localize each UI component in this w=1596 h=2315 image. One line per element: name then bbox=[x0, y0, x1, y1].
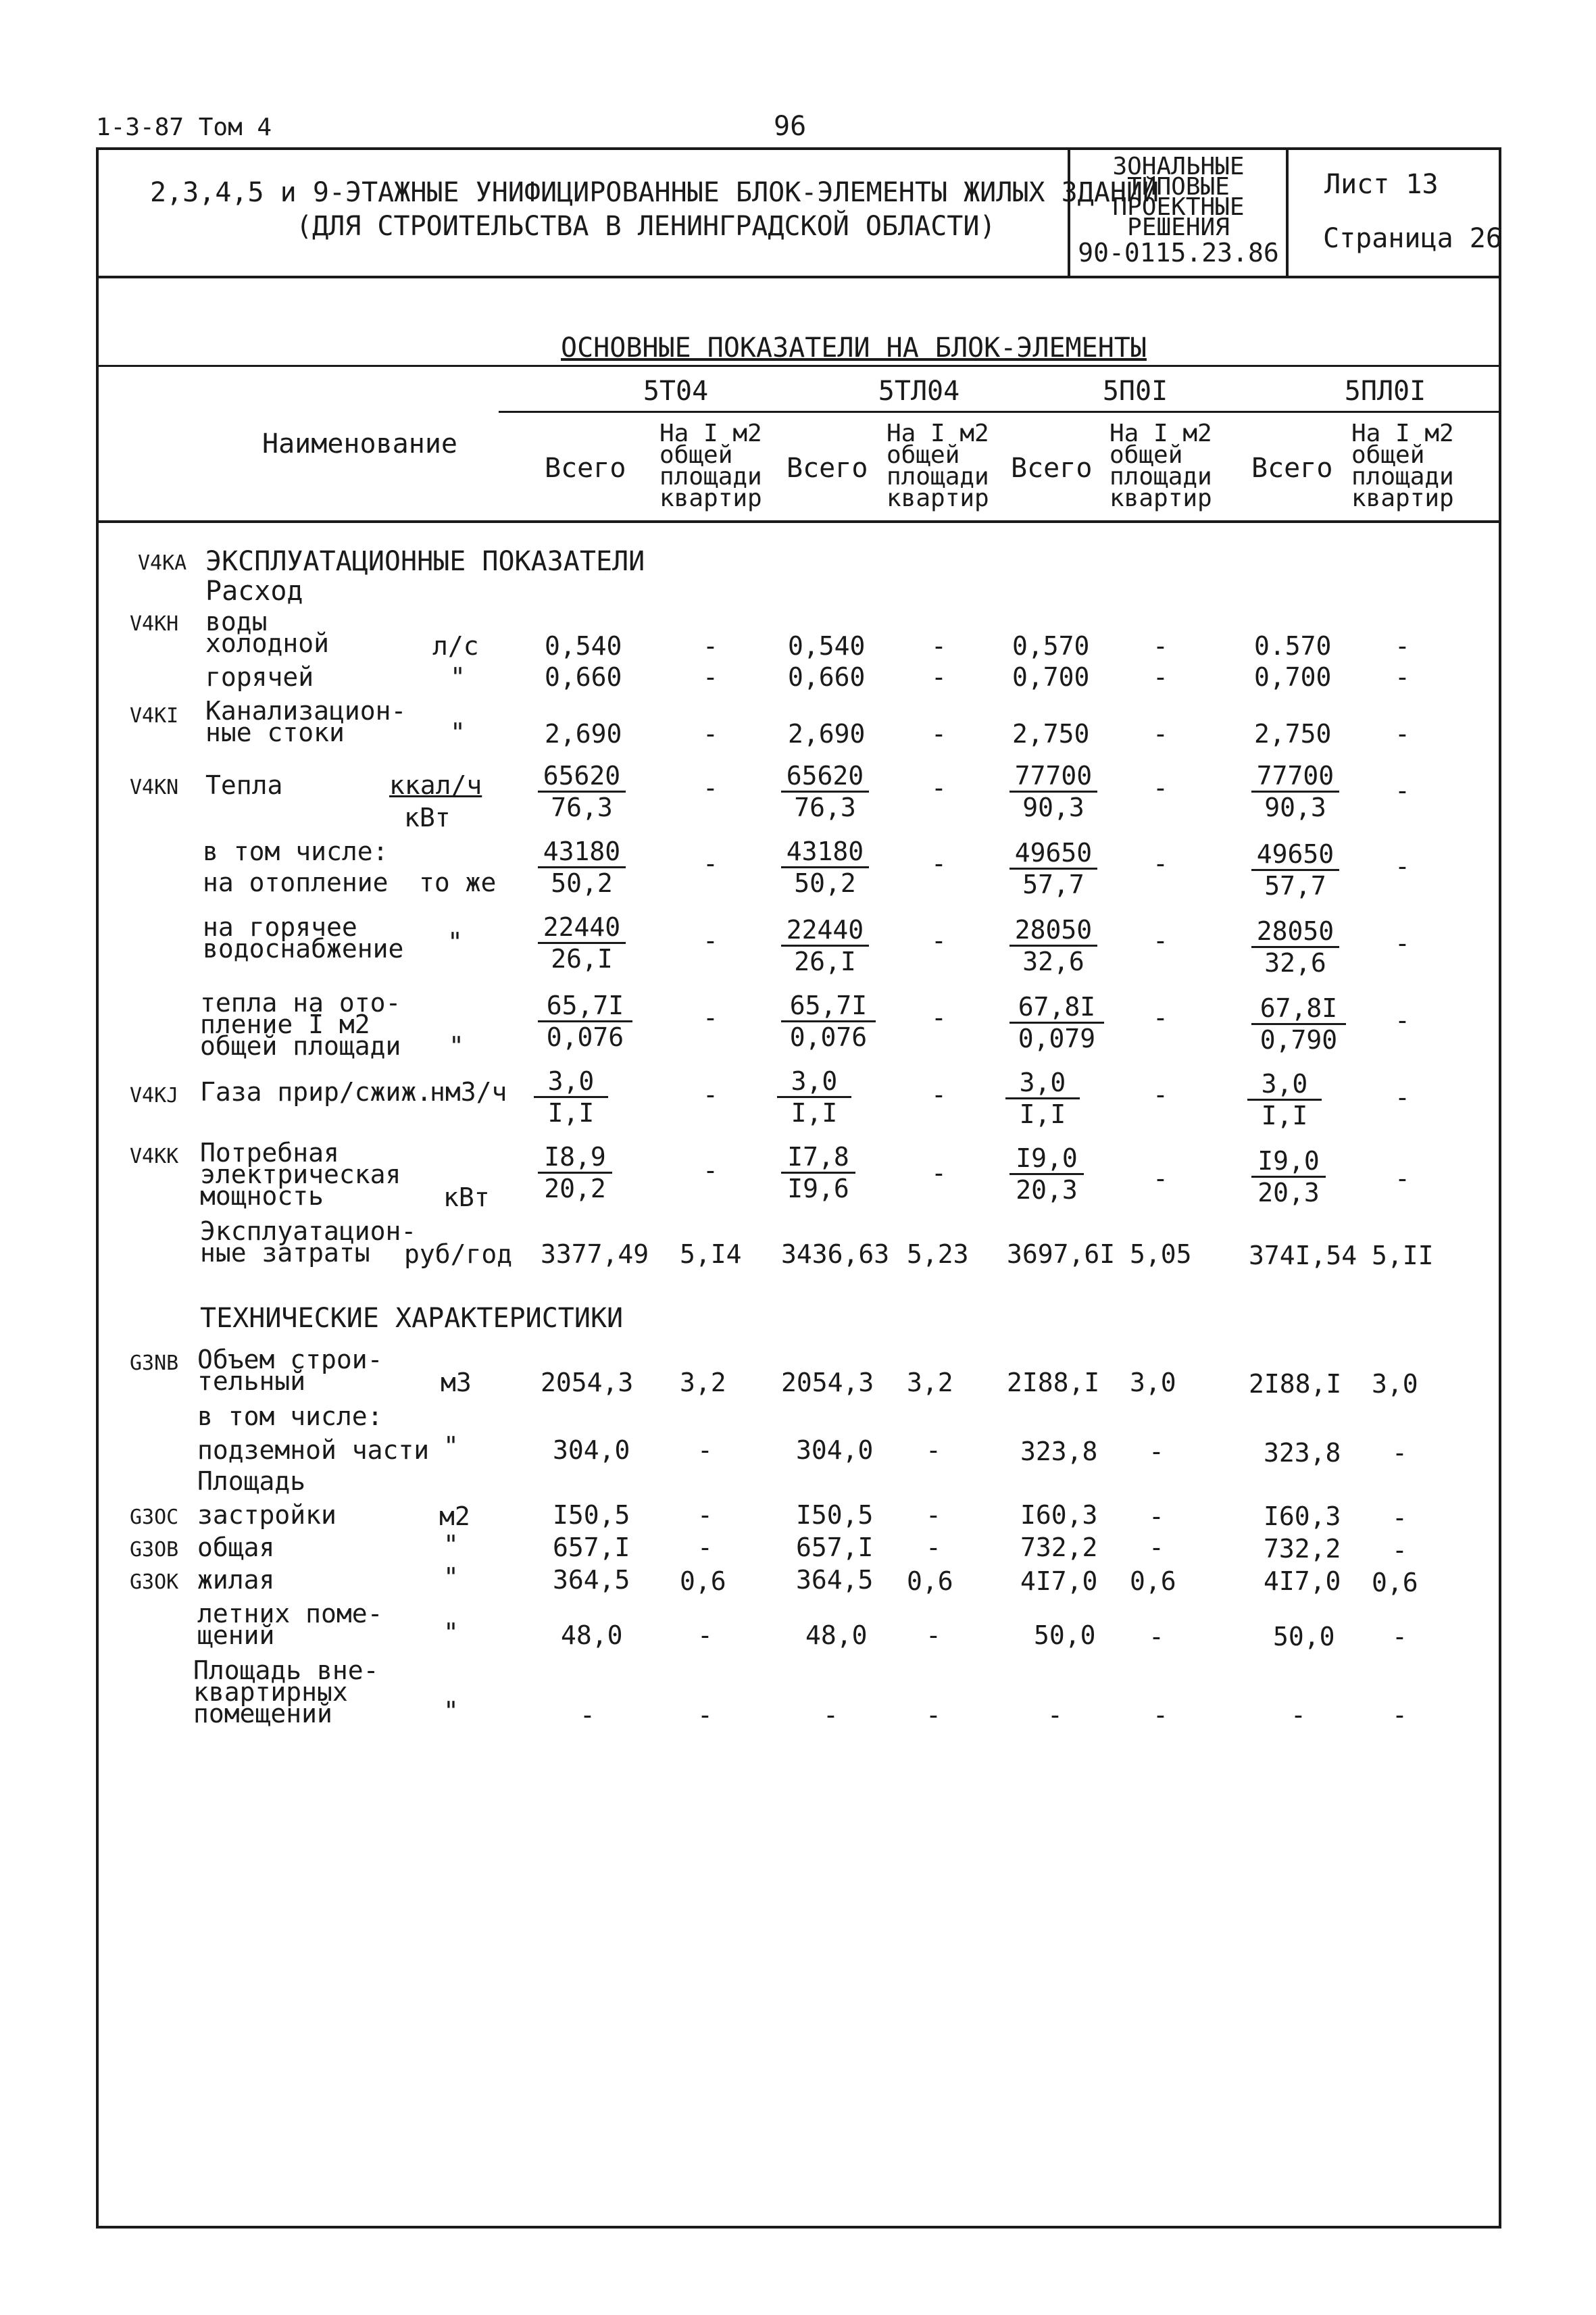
power-fraction-1: $\frac{I8,9}{20,2}$ bbox=[538, 1142, 612, 1203]
value-cell: - bbox=[1153, 719, 1168, 749]
dash-cell: - bbox=[1395, 1005, 1410, 1035]
row-living-label: жилая bbox=[197, 1565, 275, 1595]
project-type-line3: ПРОЕКТНЫЕ bbox=[1112, 193, 1245, 221]
value-cell: - bbox=[926, 1500, 941, 1530]
dash-cell: - bbox=[1153, 1003, 1168, 1032]
dash-cell: - bbox=[931, 849, 947, 878]
value-cell: - bbox=[1395, 662, 1410, 692]
heatm2-fraction-4: $\frac{67,8I}{0,790}$ bbox=[1251, 993, 1346, 1055]
header-top-line bbox=[96, 365, 1501, 367]
row-volume-label2: тельный bbox=[197, 1366, 306, 1396]
row-power-unit: кВт bbox=[443, 1183, 490, 1212]
dash-cell: - bbox=[703, 926, 718, 955]
code-v4kk: V4KK bbox=[130, 1145, 179, 1168]
dash-cell: - bbox=[1153, 773, 1168, 803]
value-cell: 50,0 bbox=[1273, 1622, 1335, 1651]
value-cell: 2,690 bbox=[788, 719, 866, 749]
row-hotwater-unit: " bbox=[447, 927, 463, 957]
value-cell: 364,5 bbox=[553, 1565, 630, 1595]
page-number: 96 bbox=[774, 111, 807, 142]
row-underground-unit: " bbox=[443, 1431, 459, 1461]
row-living-unit: " bbox=[443, 1562, 459, 1592]
per-m2-header-2: На I м2 общей площади квартир bbox=[887, 420, 989, 512]
value-cell: 0,660 bbox=[788, 662, 866, 692]
project-type-line1: ЗОНАЛЬНЫЕ bbox=[1112, 153, 1245, 180]
dash-cell: - bbox=[1153, 1080, 1168, 1110]
total-header-2: Всего bbox=[787, 453, 868, 484]
row-power-label1: Потребная bbox=[200, 1138, 339, 1168]
dash-cell: - bbox=[1395, 1164, 1410, 1193]
dash-cell: - bbox=[931, 1003, 947, 1032]
dash-cell: - bbox=[703, 1003, 718, 1032]
row-gas-label: Газа прир/сжиж. bbox=[200, 1077, 432, 1107]
value-cell: 0,6 bbox=[907, 1566, 953, 1596]
dash-cell: - bbox=[1395, 776, 1410, 805]
value-cell: - bbox=[1149, 1501, 1164, 1531]
heat-fraction-2: $\frac{65620}{76,3}$ bbox=[781, 761, 869, 822]
value-cell: 304,0 bbox=[796, 1435, 874, 1465]
value-cell: I60,3 bbox=[1264, 1501, 1341, 1531]
value-cell: - bbox=[931, 719, 947, 749]
row-building-unit: м2 bbox=[439, 1501, 470, 1531]
dash-cell: - bbox=[1153, 926, 1168, 955]
value-cell: I50,5 bbox=[796, 1500, 874, 1530]
value-cell: 0,700 bbox=[1254, 662, 1332, 692]
value-cell: - bbox=[1392, 1503, 1407, 1533]
total-header-3: Всего bbox=[1011, 453, 1093, 484]
per-m2-header-1: На I м2 общей площади квартир bbox=[659, 420, 762, 512]
value-cell: - bbox=[823, 1700, 839, 1730]
heatm2-fraction-3: $\frac{67,8I}{0,079}$ bbox=[1009, 992, 1104, 1053]
row-water-label2: холодной bbox=[205, 628, 330, 658]
value-cell: 0,6 bbox=[1372, 1568, 1418, 1597]
heat-fraction-1: $\frac{65620}{76,3}$ bbox=[538, 761, 626, 822]
row-total-unit: " bbox=[443, 1530, 459, 1560]
per-m2-header-4: На I м2 общей площади квартир bbox=[1351, 420, 1454, 512]
row-heatm2-label2: пление I м2 bbox=[200, 1010, 370, 1039]
row-heat-unit2: кВт bbox=[404, 803, 451, 832]
frame-right bbox=[1499, 147, 1501, 2229]
hotwater-fraction-4: $\frac{28050}{32,6}$ bbox=[1251, 916, 1339, 978]
section-technical-title: ТЕХНИЧЕСКИЕ ХАРАКТЕРИСТИКИ bbox=[200, 1303, 624, 1334]
value-cell: 3436,63 bbox=[781, 1239, 890, 1269]
value-cell: - bbox=[926, 1700, 941, 1730]
code-g3ok: G3OK bbox=[130, 1570, 179, 1594]
value-cell: 3,0 bbox=[1372, 1369, 1418, 1399]
heat-fraction-4: $\frac{77700}{90,3}$ bbox=[1251, 761, 1339, 822]
value-cell: - bbox=[1395, 719, 1410, 749]
row-heatm2-label1: тепла на ото- bbox=[200, 988, 401, 1018]
value-cell: 0,570 bbox=[1012, 631, 1090, 661]
row-sewer-label1: Канализацион- bbox=[205, 696, 407, 726]
value-cell: - bbox=[697, 1620, 713, 1650]
value-cell: 50,0 bbox=[1034, 1620, 1096, 1650]
value-cell: - bbox=[1392, 1700, 1407, 1730]
frame-top bbox=[96, 147, 1501, 150]
value-cell: 48,0 bbox=[561, 1620, 623, 1650]
value-cell: 5,23 bbox=[907, 1239, 969, 1269]
value-cell: 657,I bbox=[553, 1533, 630, 1562]
value-cell: 2,750 bbox=[1012, 719, 1090, 749]
row-summer-label1: летних поме- bbox=[197, 1599, 383, 1628]
value-cell: 732,2 bbox=[1020, 1533, 1098, 1562]
header-bottom-line bbox=[96, 520, 1501, 523]
code-v4ka: V4KA bbox=[138, 551, 187, 575]
value-cell: 323,8 bbox=[1020, 1437, 1098, 1466]
value-cell: 364,5 bbox=[796, 1565, 874, 1595]
value-cell: - bbox=[926, 1533, 941, 1562]
value-cell: 3,2 bbox=[907, 1368, 953, 1397]
value-cell: 323,8 bbox=[1264, 1438, 1341, 1468]
gas-fraction-1: $\frac{3,0}{I,I}$ bbox=[534, 1066, 608, 1128]
frame-left bbox=[96, 147, 99, 2229]
value-cell: - bbox=[580, 1700, 595, 1730]
heat-fraction-3: $\frac{77700}{90,3}$ bbox=[1009, 761, 1097, 822]
row-hotwater-label2: водоснабжение bbox=[203, 934, 404, 964]
row-outside-label1: Площадь вне- bbox=[193, 1656, 379, 1685]
value-cell: 2,750 bbox=[1254, 719, 1332, 749]
value-cell: 0,6 bbox=[1130, 1566, 1176, 1596]
row-total-label: общая bbox=[197, 1533, 275, 1562]
value-cell: - bbox=[931, 631, 947, 661]
power-fraction-4: $\frac{I9,0}{20,3}$ bbox=[1251, 1146, 1326, 1208]
value-cell: 657,I bbox=[796, 1533, 874, 1562]
value-cell: - bbox=[697, 1700, 713, 1730]
value-cell: 0,660 bbox=[545, 662, 622, 692]
value-cell: 374I,54 bbox=[1249, 1241, 1357, 1270]
code-v4ki: V4KI bbox=[130, 704, 179, 728]
section-operational-title: ЭКСПЛУАТАЦИОННЫЕ ПОКАЗАТЕЛИ bbox=[205, 546, 645, 577]
value-cell: 5,I4 bbox=[680, 1239, 742, 1269]
value-cell: - bbox=[926, 1620, 941, 1650]
code-g3ob: G3OB bbox=[130, 1538, 179, 1562]
total-header-1: Всего bbox=[545, 453, 626, 484]
project-type-line4: РЕШЕНИЯ bbox=[1127, 214, 1230, 241]
value-cell: I60,3 bbox=[1020, 1500, 1098, 1530]
value-cell: - bbox=[1149, 1533, 1164, 1562]
row-summer-unit: " bbox=[443, 1618, 459, 1647]
row-heat-unit1: ккал/ч bbox=[389, 770, 482, 800]
row-costs-label2: ные затраты bbox=[200, 1238, 370, 1268]
value-cell: - bbox=[1392, 1622, 1407, 1651]
code-g3nb: G3NB bbox=[130, 1351, 179, 1375]
row-outside-label3: помещений bbox=[193, 1699, 332, 1728]
value-cell: - bbox=[1395, 631, 1410, 661]
value-cell: - bbox=[1153, 631, 1168, 661]
value-cell: 0,540 bbox=[788, 631, 866, 661]
power-fraction-3: $\frac{I9,0}{20,3}$ bbox=[1009, 1143, 1084, 1205]
value-cell: 48,0 bbox=[805, 1620, 868, 1650]
power-fraction-2: $\frac{I7,8}{I9,6}$ bbox=[781, 1142, 855, 1203]
value-cell: 3697,6I bbox=[1007, 1239, 1116, 1269]
heatm2-fraction-1: $\frac{65,7I}{0,076}$ bbox=[538, 991, 632, 1052]
value-cell: - bbox=[926, 1435, 941, 1465]
dash-cell: - bbox=[1395, 928, 1410, 958]
row-underground-label: подземной части bbox=[197, 1435, 430, 1465]
value-cell: 2I88,I bbox=[1007, 1368, 1100, 1397]
dash-cell: - bbox=[931, 773, 947, 803]
gas-fraction-2: $\frac{3,0}{I,I}$ bbox=[777, 1066, 851, 1128]
frame-bottom bbox=[96, 2226, 1501, 2229]
value-cell: - bbox=[931, 662, 947, 692]
value-cell: - bbox=[1392, 1438, 1407, 1468]
row-building-label: застройки bbox=[197, 1500, 336, 1530]
page-number-label: Страница 26 bbox=[1323, 223, 1502, 254]
table-caption: ОСНОВНЫЕ ПОКАЗАТЕЛИ НА БЛОК-ЭЛЕМЕНТЫ bbox=[561, 332, 1147, 364]
value-cell: 2054,3 bbox=[781, 1368, 874, 1397]
value-cell: 304,0 bbox=[553, 1435, 630, 1465]
row-power-label3: мощность bbox=[200, 1181, 324, 1211]
row-heat-label: Тепла bbox=[205, 770, 283, 800]
row-heatm2-label3: общей площади bbox=[200, 1031, 401, 1061]
value-cell: - bbox=[703, 662, 718, 692]
dash-cell: - bbox=[1153, 1164, 1168, 1193]
heating-fraction-2: $\frac{43180}{50,2}$ bbox=[781, 837, 869, 898]
value-cell: - bbox=[1153, 1700, 1168, 1730]
value-cell: - bbox=[1149, 1437, 1164, 1466]
gas-fraction-4: $\frac{3,0}{I,I}$ bbox=[1247, 1069, 1322, 1130]
value-cell: - bbox=[703, 631, 718, 661]
code-v4kn: V4KN bbox=[130, 776, 179, 799]
value-cell: 732,2 bbox=[1264, 1534, 1341, 1564]
value-cell: 3,0 bbox=[1130, 1368, 1176, 1397]
value-cell: - bbox=[697, 1435, 713, 1465]
row-gas-unit: нм3/ч bbox=[430, 1077, 507, 1107]
row-outside-unit: " bbox=[443, 1696, 459, 1726]
value-cell: - bbox=[1149, 1622, 1164, 1651]
gas-fraction-3: $\frac{3,0}{I,I}$ bbox=[1005, 1068, 1080, 1129]
dash-cell: - bbox=[931, 1080, 947, 1110]
code-v4kj: V4KJ bbox=[130, 1084, 179, 1107]
hotwater-fraction-2: $\frac{22440}{26,I}$ bbox=[781, 915, 869, 976]
group-5t04: 5Т04 bbox=[643, 376, 709, 407]
heating-fraction-1: $\frac{43180}{50,2}$ bbox=[538, 837, 626, 898]
value-cell: 2I88,I bbox=[1249, 1369, 1342, 1399]
dash-cell: - bbox=[703, 849, 718, 878]
value-cell: 3377,49 bbox=[541, 1239, 649, 1269]
document-title-line2: (ДЛЯ СТРОИТЕЛЬСТВА В ЛЕНИНГРАДСКОЙ ОБЛАСТИ) bbox=[296, 211, 996, 242]
row-sewer-unit: " bbox=[450, 718, 466, 747]
value-cell: - bbox=[1291, 1700, 1306, 1730]
value-cell: - bbox=[697, 1533, 713, 1562]
title-block-bottom bbox=[96, 276, 1501, 278]
row-volume-label1: Объем строи- bbox=[197, 1345, 383, 1374]
hotwater-fraction-1: $\frac{22440}{26,I}$ bbox=[538, 912, 626, 974]
value-cell: 4I7,0 bbox=[1264, 1566, 1341, 1596]
row-heatm2-unit: " bbox=[449, 1031, 464, 1061]
row-heating-label2: на отопление bbox=[203, 868, 389, 897]
dash-cell: - bbox=[703, 1080, 718, 1110]
heatm2-fraction-2: $\frac{65,7I}{0,076}$ bbox=[781, 991, 876, 1052]
row-area-label: Площадь bbox=[197, 1466, 306, 1496]
row-costs-label1: Эксплуатацион- bbox=[200, 1216, 417, 1246]
value-cell: I50,5 bbox=[553, 1500, 630, 1530]
heating-fraction-4: $\frac{49650}{57,7}$ bbox=[1251, 839, 1339, 901]
hotwater-fraction-3: $\frac{28050}{32,6}$ bbox=[1009, 915, 1097, 976]
row-water-unit: л/с bbox=[432, 631, 479, 661]
document-title-line1: 2,3,4,5 и 9-ЭТАЖНЫЕ УНИФИЦИРОВАННЫЕ БЛОК-ЭЛЕМЕНТЫ ЖИЛЫХ ЗДАНИЙ bbox=[150, 177, 1159, 208]
dash-cell: - bbox=[703, 1155, 718, 1185]
value-cell: 2,690 bbox=[545, 719, 622, 749]
row-costs-unit: руб/год bbox=[404, 1239, 513, 1269]
dash-cell: - bbox=[931, 926, 947, 955]
group-underline bbox=[499, 411, 1501, 413]
value-cell: 0.570 bbox=[1254, 631, 1332, 661]
dash-cell: - bbox=[1153, 849, 1168, 878]
per-m2-header-3: На I м2 общей площади квартир bbox=[1109, 420, 1212, 512]
row-hotwater-label1: на горячее bbox=[203, 912, 357, 942]
section-consumption-subtitle: Расход bbox=[205, 576, 303, 607]
row-hot-unit: " bbox=[450, 662, 466, 692]
series-reference: 1-3-87 Том 4 bbox=[96, 114, 272, 141]
group-5p01: 5П0I bbox=[1102, 376, 1168, 407]
project-type-line2: ТИПОВЫЕ bbox=[1127, 173, 1230, 201]
row-volume-unit: м3 bbox=[441, 1368, 472, 1397]
heating-fraction-3: $\frac{49650}{57,7}$ bbox=[1009, 838, 1097, 899]
row-power-label2: электрическая bbox=[200, 1160, 401, 1189]
dash-cell: - bbox=[1395, 851, 1410, 881]
row-sewer-label2: ные стоки bbox=[205, 718, 345, 747]
row-including-label: в том числе: bbox=[197, 1401, 383, 1431]
value-cell: 0,540 bbox=[545, 631, 622, 661]
value-cell: 2054,3 bbox=[541, 1368, 634, 1397]
value-cell: - bbox=[697, 1500, 713, 1530]
dash-cell: - bbox=[1395, 1082, 1410, 1112]
value-cell: - bbox=[1153, 662, 1168, 692]
value-cell: 0,700 bbox=[1012, 662, 1090, 692]
group-5tl04: 5ТЛ04 bbox=[878, 376, 960, 407]
value-cell: - bbox=[703, 719, 718, 749]
value-cell: 3,2 bbox=[680, 1368, 726, 1397]
row-hot-label: горячей bbox=[205, 662, 314, 692]
group-5pl01: 5ПЛ0I bbox=[1344, 376, 1426, 407]
value-cell: - bbox=[1392, 1535, 1407, 1565]
value-cell: 5,05 bbox=[1130, 1239, 1192, 1269]
dash-cell: - bbox=[931, 1158, 947, 1188]
row-heating-label1: в том числе: bbox=[203, 837, 389, 866]
row-water-label1: воды bbox=[205, 607, 268, 637]
dash-cell: - bbox=[703, 773, 718, 803]
value-cell: 0,6 bbox=[680, 1566, 726, 1596]
project-code: 90-0115.23.86 bbox=[1078, 238, 1279, 268]
sheet-number: Лист 13 bbox=[1324, 169, 1439, 200]
code-v4kh: V4KH bbox=[130, 612, 179, 636]
row-heating-unit: то же bbox=[419, 868, 497, 897]
value-cell: 5,II bbox=[1372, 1241, 1434, 1270]
row-summer-label2: щений bbox=[197, 1620, 275, 1650]
value-cell: - bbox=[1047, 1700, 1063, 1730]
value-cell: 4I7,0 bbox=[1020, 1566, 1098, 1596]
column-name-header: Наименование bbox=[262, 428, 457, 459]
code-g3oc: G3OC bbox=[130, 1505, 179, 1529]
row-outside-label2: квартирных bbox=[193, 1677, 348, 1707]
total-header-4: Всего bbox=[1251, 453, 1333, 484]
